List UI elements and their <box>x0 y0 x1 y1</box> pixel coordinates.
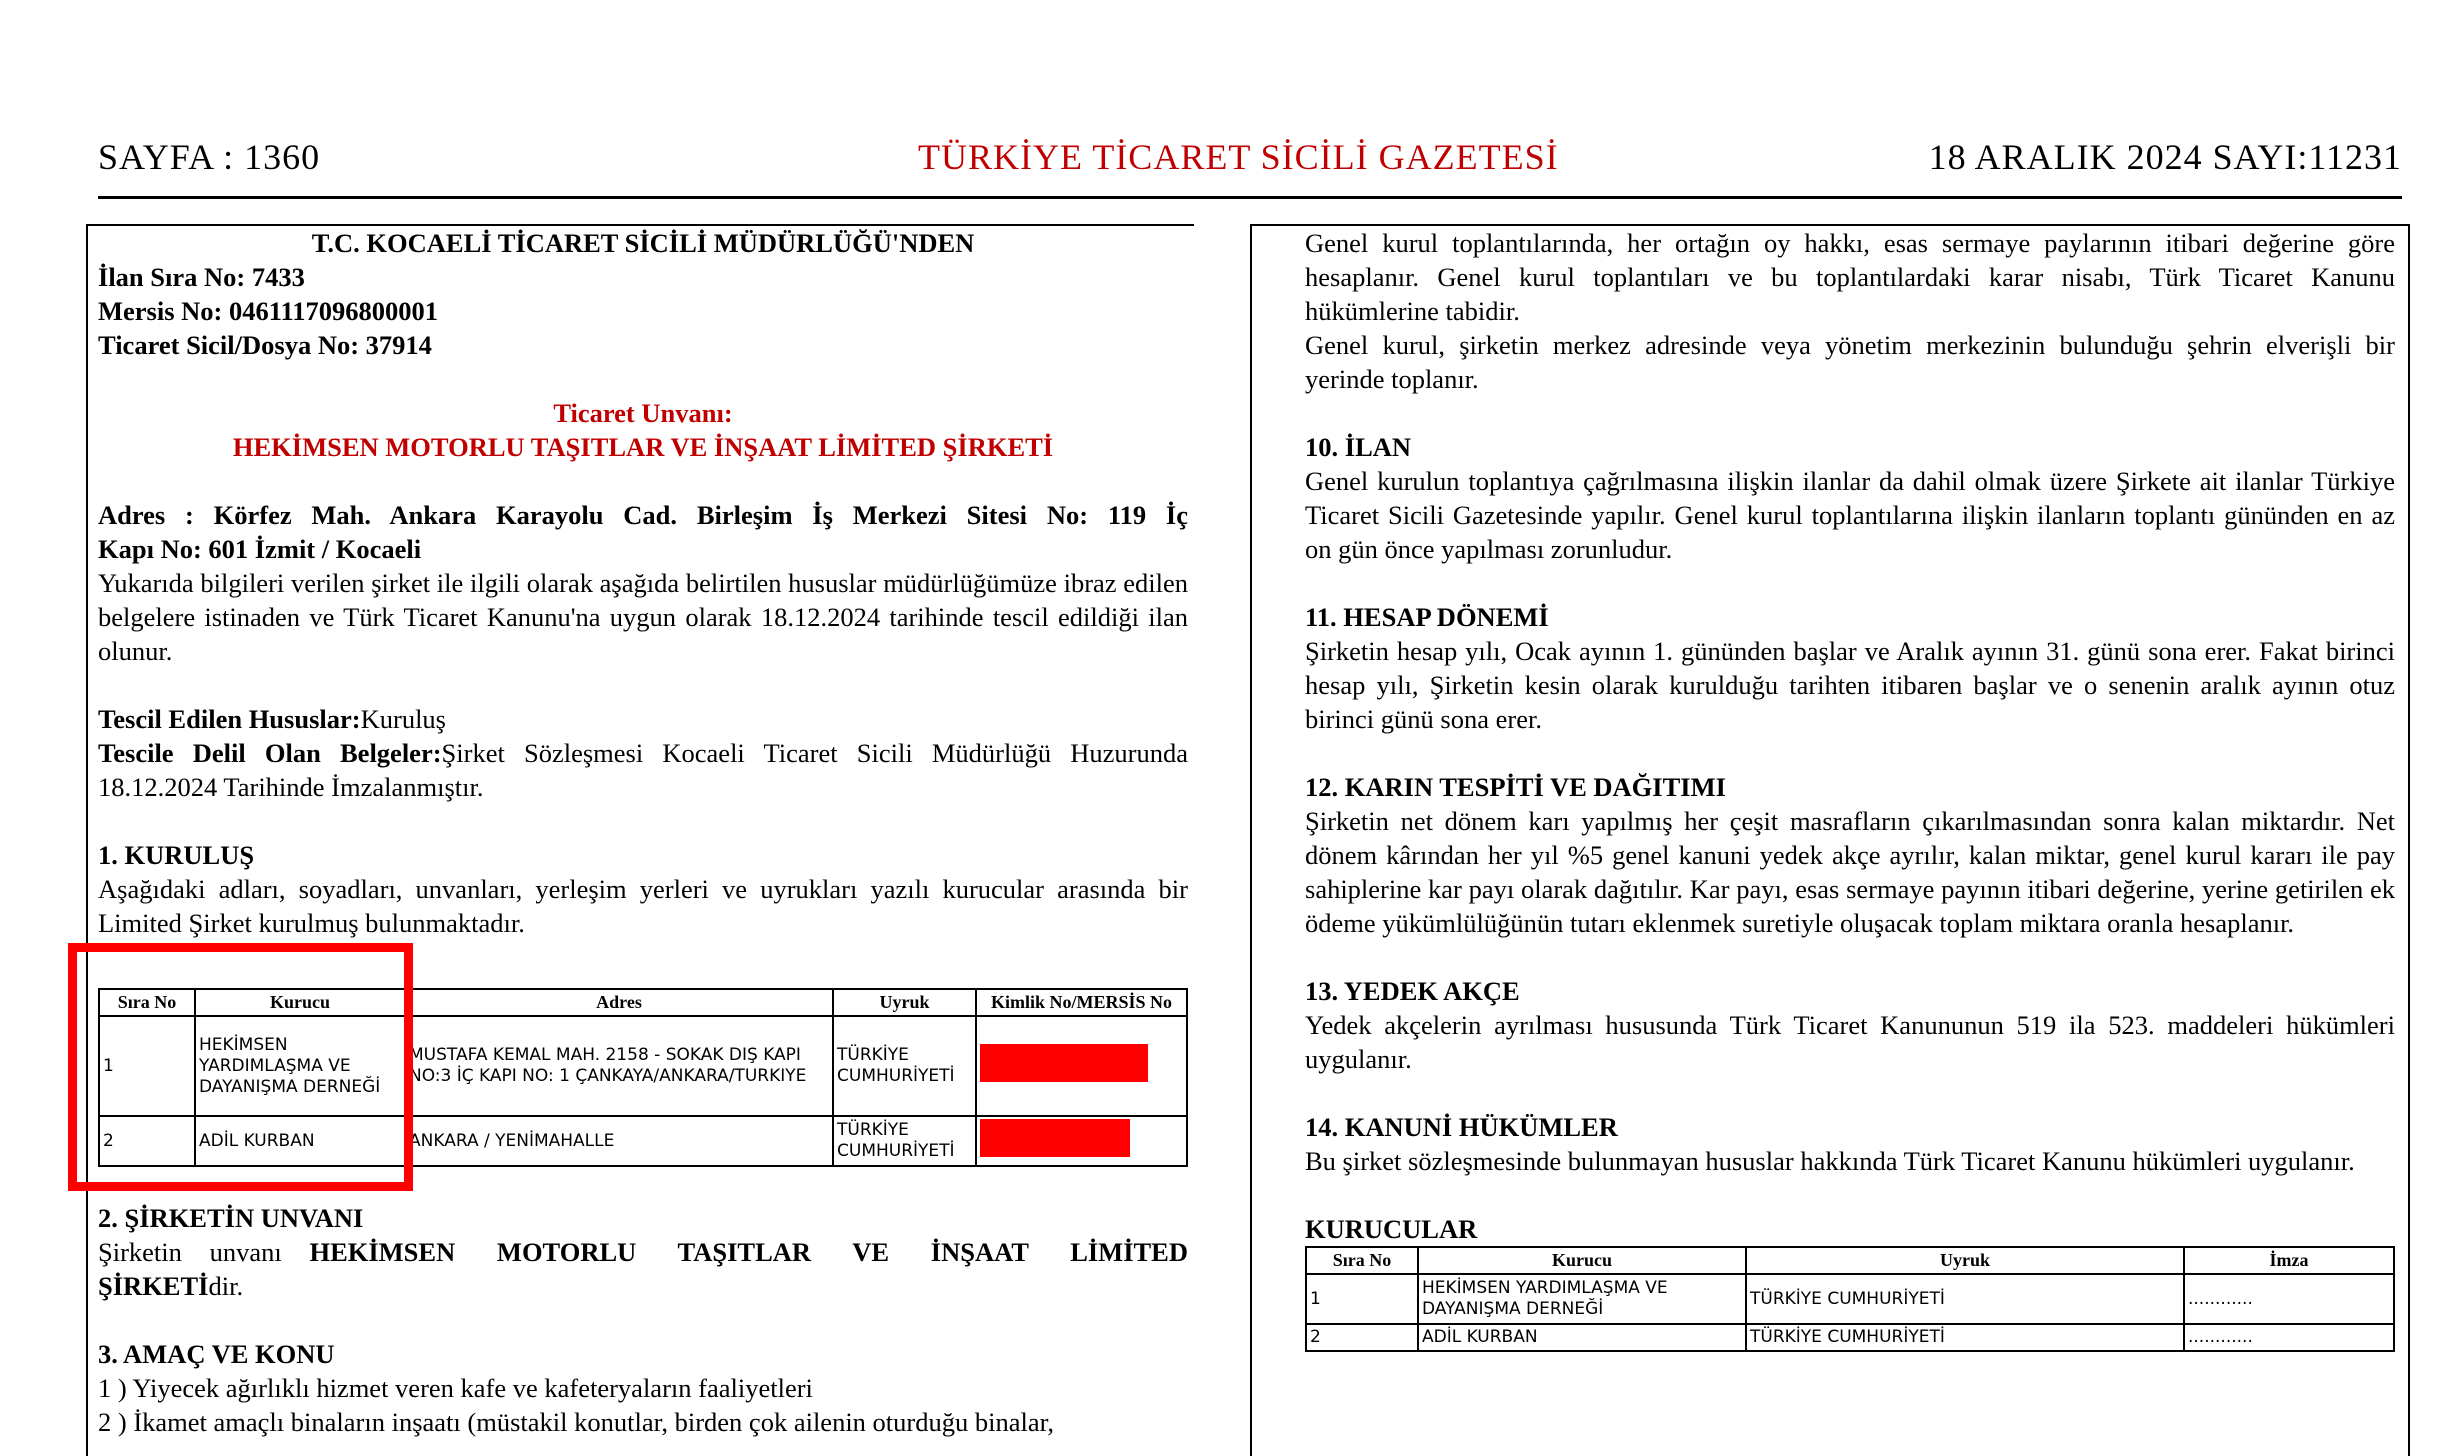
ilan-number: İlan Sıra No: 7433 <box>98 262 305 292</box>
cell-kimlik <box>976 1116 1187 1166</box>
cell-uyruk: TÜRKİYE CUMHURİYETİ <box>1746 1324 2184 1351</box>
address-line-1: Adres : Körfez Mah. Ankara Karayolu Cad. Birleşim İş Merkezi Sitesi No: 119 İç <box>98 500 1188 530</box>
cell-imza: ............ <box>2184 1274 2394 1324</box>
kurucular-heading: KURUCULAR <box>1305 1214 1478 1244</box>
tescil-value: Kuruluş <box>360 704 446 734</box>
cell-uyruk: TÜRKİYE CUMHURİYETİ <box>833 1016 976 1116</box>
col-sira: Sıra No <box>99 989 195 1016</box>
redaction-block <box>980 1119 1130 1157</box>
cell-adres: ANKARA / YENİMAHALLE <box>405 1116 833 1166</box>
delil-line <box>98 736 1188 804</box>
section-2-pre: Şirketin unvanı <box>98 1237 310 1267</box>
section-1-text: Aşağıdaki adları, soyadları, unvanları, yerleşim yerleri ve uyrukları yazılı kurucular arasında bir Limited Şirket kurulmuş bulunmaktadır. <box>98 874 1188 938</box>
section-12-heading: 12. KARIN TESPİTİ VE DAĞITIMI <box>1305 772 1726 802</box>
table-row <box>1306 1324 2394 1351</box>
section-11-text: Şirketin hesap yılı, Ocak ayının 1. gününden başlar ve Aralık ayının 31. günü sona erer. Fakat birinci hesap yılı, Şirketin kesin olarak kurulduğu tarihten itibaren başlar ve o senenin aralık ayının otuz birinci günü sona erer. <box>1305 636 2395 734</box>
cell-no: 2 <box>99 1116 195 1166</box>
col-uyruk: Uyruk <box>833 989 976 1016</box>
section-2-text <box>98 1235 1188 1303</box>
section-3-heading: 3. AMAÇ VE KONU <box>98 1339 335 1369</box>
redaction-block <box>980 1044 1148 1082</box>
cell-kurucu: ADİL KURBAN <box>195 1116 405 1166</box>
delil-value: Şirket Sözleşmesi Kocaeli Ticaret Sicili Müdürlüğü Huzurunda 18.12.2024 Tarihinde İmzalanmıştır. <box>98 738 1188 802</box>
section-13-text: Yedek akçelerin ayrılması hususunda Türk Ticaret Kanununun 519 ila 523. maddeleri hükümleri uygulanır. <box>1305 1010 2395 1074</box>
cell-no: 2 <box>1306 1324 1418 1351</box>
cell-uyruk: TÜRKİYE CUMHURİYETİ <box>1746 1274 2184 1324</box>
section-10-text: Genel kurulun toplantıya çağrılmasına ilişkin ilanlar da dahil olmak üzere Şirkete ait ilanlar Türkiye Ticaret Sicili Gazetesinde yapılır. Genel kurul toplantılarına ilişkin ilanların toplantı gününden en az on gün önce yapılması zorunludur. <box>1305 466 2395 564</box>
trade-name-label: Ticaret Unvanı: <box>553 398 733 428</box>
sicil-number: Ticaret Sicil/Dosya No: 37914 <box>98 330 432 360</box>
section-11-heading: 11. HESAP DÖNEMİ <box>1305 602 1549 632</box>
address-line-2: Kapı No: 601 İzmit / Kocaeli <box>98 534 422 564</box>
section-10-heading: 10. İLAN <box>1305 432 1412 462</box>
delil-label: Tescile Delil Olan Belgeler: <box>98 738 442 768</box>
cell-kurucu: HEKİMSEN YARDIMLAŞMA VE DAYANIŞMA DERNEĞİ <box>1418 1274 1746 1324</box>
cell-kimlik <box>976 1016 1187 1116</box>
company-name: HEKİMSEN MOTORLU TAŞITLAR VE İNŞAAT LİMİTED ŞİRKETİ <box>232 432 1054 462</box>
col-uyruk: Uyruk <box>1746 1247 2184 1274</box>
mersis-number: Mersis No: 0461117096800001 <box>98 296 439 326</box>
section-14-heading: 14. KANUNİ HÜKÜMLER <box>1305 1112 1618 1142</box>
section-1-heading: 1. KURULUŞ <box>98 840 255 870</box>
tescil-line <box>98 702 1188 736</box>
section-2-heading: 2. ŞİRKETİN UNVANI <box>98 1203 364 1233</box>
cell-imza: ............ <box>2184 1324 2394 1351</box>
cell-no: 1 <box>1306 1274 1418 1324</box>
right-column <box>1305 226 2395 1352</box>
issue-date: 18 ARALIK 2024 SAYI:11231 <box>1928 137 2402 177</box>
page-header <box>98 136 2402 198</box>
col-imza: İmza <box>2184 1247 2394 1274</box>
cell-kurucu: HEKİMSEN YARDIMLAŞMA VE DAYANIŞMA DERNEĞİ <box>195 1016 405 1116</box>
tescil-label: Tescil Edilen Hususlar: <box>98 704 361 734</box>
general-assembly-text-1: Genel kurul toplantılarında, her ortağın oy hakkı, esas sermaye paylarının itibari değerine göre hesaplanır. Genel kurul toplantıları ve bu toplantılardaki karar nisabı, Türk Ticaret Kanunu hükümlerine tabidir. <box>1305 228 2395 326</box>
gazette-title: TÜRKİYE TİCARET SİCİLİ GAZETESİ <box>918 137 1559 177</box>
left-column <box>98 226 1188 1439</box>
col-kurucu: Kurucu <box>1418 1247 1746 1274</box>
intro-text: Yukarıda bilgileri verilen şirket ile ilgili olarak aşağıda belirtilen hususlar müdürlüğümüze ibraz edilen belgelere istinaden ve Türk Ticaret Kanunu'na uygun olarak 18.12.2024 tarihinde tescil edildiği ilan olunur. <box>98 568 1188 666</box>
header-rule <box>98 196 2402 199</box>
signatures-table <box>1305 1246 2395 1352</box>
section-14-text: Bu şirket sözleşmesinde bulunmayan hususlar hakkında Türk Ticaret Kanunu hükümleri uygulanır. <box>1305 1146 2355 1176</box>
table-row <box>1306 1274 2394 1324</box>
section-13-heading: 13. YEDEK AKÇE <box>1305 976 1520 1006</box>
section-3-item-1: 1 ) Yiyecek ağırlıklı hizmet veren kafe ve kafeteryaların faaliyetleri <box>98 1373 813 1403</box>
col-kurucu: Kurucu <box>195 989 405 1016</box>
cell-uyruk: TÜRKİYE CUMHURİYETİ <box>833 1116 976 1166</box>
cell-no: 1 <box>99 1016 195 1116</box>
signatures-table-header <box>1306 1247 2394 1274</box>
office-title: T.C. KOCAELİ TİCARET SİCİLİ MÜDÜRLÜĞÜ'NDEN <box>311 228 975 258</box>
page-number: SAYFA : 1360 <box>98 137 321 177</box>
cell-adres: MUSTAFA KEMAL MAH. 2158 - SOKAK DIŞ KAPI NO:3 İÇ KAPI NO: 1 ÇANKAYA/ANKARA/TURKIYE <box>405 1016 833 1116</box>
col-adres: Adres <box>405 989 833 1016</box>
cell-kurucu: ADİL KURBAN <box>1418 1324 1746 1351</box>
section-12-text: Şirketin net dönem karı yapılmış her çeşit masrafların çıkarılmasından sonra kalan miktardır. Net dönem kârından her yıl %5 genel kanuni yedek akçe ayrılır, kalan miktar, genel kurul kararı ile pay sahiplerine kar payı olarak dağıtılır. Kar payı, esas sermaye payının itibari değerine, yerine getirilen ek ödeme yükümlülüğünün tutarı eklenmek suretiyle oluşacak toplam miktara oranla hesaplanır. <box>1305 806 2395 938</box>
col-kimlik: Kimlik No/MERSİS No <box>976 989 1187 1016</box>
highlight-box <box>68 943 413 1191</box>
section-2-post: dir. <box>208 1271 244 1301</box>
section-3-item-2: 2 ) İkamet amaçlı binaların inşaatı (müstakil konutlar, birden çok ailenin oturduğu binalar, <box>98 1407 1055 1437</box>
general-assembly-text-2: Genel kurul, şirketin merkez adresinde veya yönetim merkezinin bulunduğu şehrin elverişli bir yerinde toplanır. <box>1305 330 2395 394</box>
section-2-company: HEKİMSEN MOTORLU TAŞITLAR VE İNŞAAT LİMİTED ŞİRKETİ <box>98 1237 1188 1301</box>
col-sira: Sıra No <box>1306 1247 1418 1274</box>
